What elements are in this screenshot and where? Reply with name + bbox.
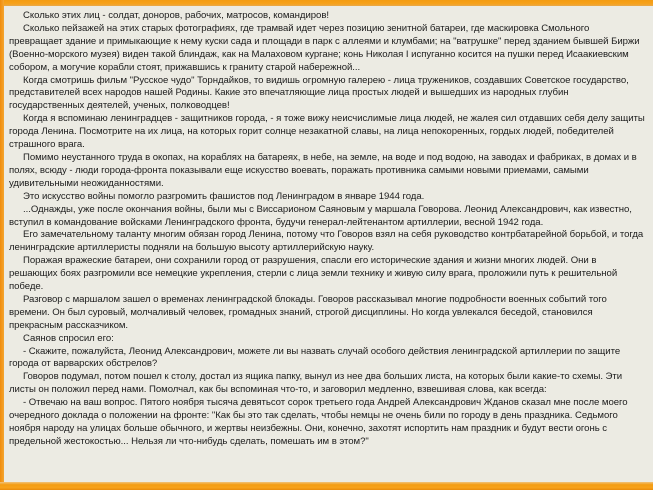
document-text bbox=[9, 10, 645, 449]
paragraph: Сколько этих лиц - солдат, доноров, рабочих, матросов, командиров! bbox=[23, 10, 330, 21]
paragraph: Помимо неустанного труда в окопах, на кораблях на батареях, в небе, на земле, на воде и под водою, на заводах и фабриках, в домах и в полях, всюду - люди города-фронта показывали еще искусство воевать, поражать противника самыми новыми приемами, самыми удивительными неожиданностями. bbox=[9, 151, 637, 189]
paragraph: ...Однажды, уже после окончания войны, были мы с Виссарионом Саяновым у маршала Говорова. Леонид Александрович, как известно, вступил в командование войсками Ленинградского фронта, будучи генерал-лейтенантом артиллерии, весной 1942 года. bbox=[9, 203, 632, 228]
frame-top-border bbox=[0, 0, 653, 6]
paragraph: - Скажите, пожалуйста, Леонид Александрович, можете ли вы назвать случай особого действия ленинградской артиллерии по защите города от варварских обстрелов? bbox=[9, 345, 621, 370]
paragraph: Поражая вражеские батареи, они сохранили город от разрушения, спасли его исторические здания и жизни многих людей. Они в решающих боях разгромили все немецкие укрепления, стерли с лица земли технику и живую силу врага, проложили путь к решительной победе. bbox=[9, 255, 618, 293]
frame-bottom-border bbox=[0, 482, 653, 490]
paragraph: Когда я вспоминаю ленинградцев - защитников города, - я тоже вижу неисчислимые лица людей, не жалея сил отдавших себя делу защиты города Ленина. Посмотрите на их лица, на которых горит солнце незакатной славы, на лица непокоренных, гордых людей, победителей страшного врага. bbox=[9, 113, 645, 151]
paragraph: Сколько пейзажей на этих старых фотографиях, где трамвай идет через позицию зенитной батареи, где маскировка Смольного превращает здание и примыкающие к нему куски сада и площади в парк с аллеями и клумбами; на "ватрушке" перед зданием бывшей Биржи (Военно-морского музея) виден такой блиндаж, как на Малаховом кургане; конь Николая I испуганно косится на пушки перед Исаакиевским собором, а могучие корабли стоят, прижавшись к граниту старой набережной... bbox=[9, 22, 640, 73]
paragraph: Его замечательному таланту многим обязан город Ленина, потому что Говоров взял на себя руководство контрбатарейной борьбой, и тогда ленинградские артиллеристы подняли на большую высоту артиллерийскую науку. bbox=[9, 229, 644, 254]
paragraph: Говоров подумал, потом пошел к столу, достал из ящика папку, вынул из нее два больших листа, на которых были какие-то схемы. Эти листы он положил перед нами. Помолчал, как бы вспоминая что-то, и заговорил медленно, взвешивая слова, как всегда: bbox=[9, 371, 623, 396]
frame-left-border bbox=[0, 0, 4, 490]
paragraph: - Отвечаю на ваш вопрос. Пятого ноября тысяча девятьсот сорок третьего года Андрей Александрович Жданов сказал мне после моего очередного доклада о положении на фронте: "Как бы это так сделать, чтобы немцы не очень били по городу в день праздника. Седьмого ноября народу на улицах больше обычного, и жертвы неизбежны. Они, конечно, захотят испортить нам праздник и будут вести огонь с предельной жестокостью... Нельзя ли что-нибудь сделать, помешать им в этом?" bbox=[9, 397, 628, 447]
paragraph: Когда смотришь фильм "Русское чудо" Торндайков, то видишь огромную галерею - лица тружеников, создавших Советское государство, представителей всех народов нашей Родины. Какие это впечатляющие лица простых людей и вышедших из народных глубин государственных деятелей, ученых, полководцев! bbox=[9, 74, 629, 112]
paragraph: Разговор с маршалом зашел о временах ленинградской блокады. Говоров рассказывал многие подробности военных событий того времени. Он был суровый, молчаливый человек, громадных знаний, строгой дисциплины. Но когда увлекался беседой, становился прекрасным рассказчиком. bbox=[9, 293, 607, 331]
paragraph: Саянов спросил его: bbox=[23, 332, 114, 344]
paragraph: Это искусство войны помогло разгромить фашистов под Ленинградом в январе 1944 года. bbox=[23, 190, 425, 202]
